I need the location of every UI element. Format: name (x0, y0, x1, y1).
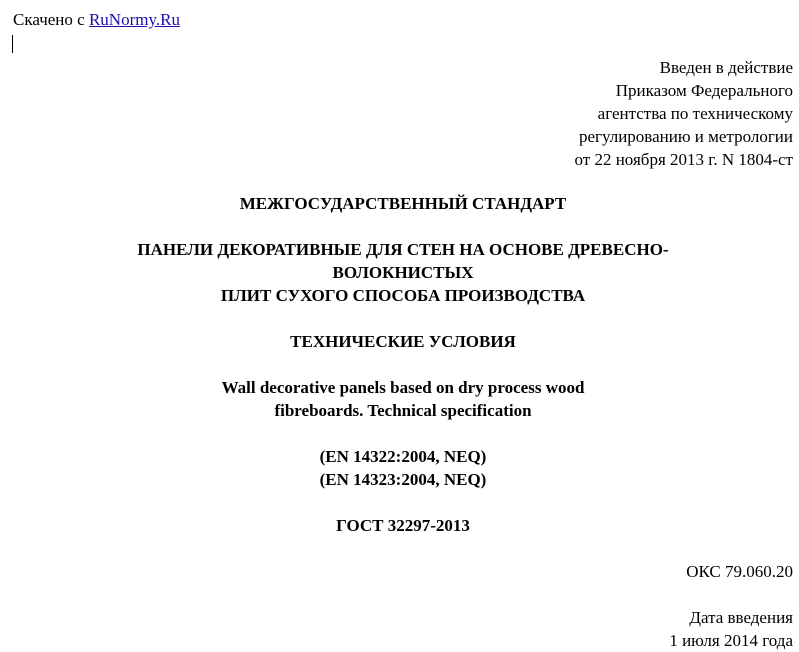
oks-code: ОКС 79.060.20 (686, 562, 793, 581)
text-cursor (12, 35, 13, 53)
en-reference: (EN 14322:2004, NEQ) (319, 447, 487, 466)
effective-date-label: Дата введения (689, 608, 793, 627)
en-reference: (EN 14323:2004, NEQ) (319, 470, 487, 489)
english-title (0, 376, 799, 422)
subtitle-text: ТЕХНИЧЕСКИЕ УСЛОВИЯ (290, 332, 516, 351)
english-title-line: Wall decorative panels based on dry process wood (221, 378, 585, 397)
title-line: ВОЛОКНИСТЫХ (332, 263, 474, 282)
gost-code (0, 514, 799, 537)
standard-title (0, 238, 799, 307)
effective-date: 1 июля 2014 года (669, 631, 793, 650)
en-references (0, 445, 799, 491)
introduction-line: Введен в действие (659, 58, 793, 77)
standard-type-text: МЕЖГОСУДАРСТВЕННЫЙ СТАНДАРТ (239, 194, 567, 213)
english-title-line: fibreboards. Technical specification (274, 401, 532, 420)
introduction-line: Приказом Федерального (615, 81, 793, 100)
standard-subtitle (0, 330, 799, 353)
source-prefix: Скачено с (13, 10, 89, 29)
introduction-line: регулированию и метрологии (578, 127, 793, 146)
source-line (13, 9, 180, 31)
introduction-notice (575, 56, 794, 171)
standard-type (0, 192, 799, 215)
source-link[interactable]: RuNormy.Ru (88, 10, 180, 29)
introduction-line: от 22 ноября 2013 г. N 1804-ст (574, 150, 793, 169)
gost-code-text: ГОСТ 32297-2013 (336, 516, 470, 535)
introduction-line: агентства по техническому (597, 104, 793, 123)
title-line: ПАНЕЛИ ДЕКОРАТИВНЫЕ ДЛЯ СТЕН НА ОСНОВЕ ДРЕВЕСНО- (137, 240, 669, 259)
title-line: ПЛИТ СУХОГО СПОСОБА ПРОИЗВОДСТВА (220, 286, 586, 305)
